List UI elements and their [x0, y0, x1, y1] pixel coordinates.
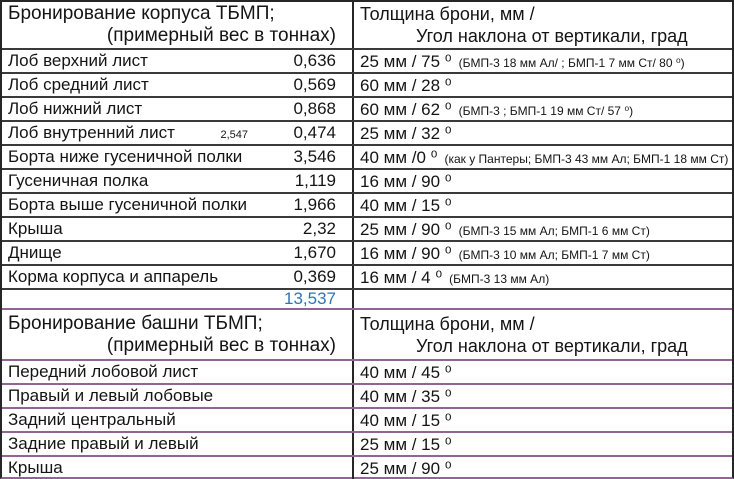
armor-value: 16 мм / 90 ⁰ [360, 172, 452, 191]
armor-value: 40 мм /0 ⁰ [360, 148, 438, 167]
armor-header-line1: Толщина брони, мм / [360, 4, 535, 24]
front-subtotal-weight: 2,547 [220, 129, 248, 141]
part-weight: 0,474 [293, 123, 336, 142]
part-weight: 2,32 [302, 219, 336, 238]
part-weight: 0,636 [293, 51, 336, 70]
part-weight: 1,966 [293, 195, 336, 214]
part-name: Передний лобовой лист [8, 362, 199, 381]
part-name: Задний центральный [8, 410, 176, 429]
part-name: Борта выше гусеничной полки [8, 195, 247, 214]
hull-total-row [2, 288, 732, 308]
armor-note: (БМП-3 15 мм Ал; БМП-1 6 мм Ст) [458, 224, 650, 238]
armor-value: 16 мм / 90 ⁰ [360, 244, 452, 263]
part-name: Крыша [8, 219, 63, 238]
armor-note: (БМП-3 13 мм Ал) [449, 272, 550, 286]
turret-row-roof [2, 455, 732, 479]
hull-header-left-cell [2, 2, 354, 48]
turret-row-rear-sides [2, 431, 732, 455]
hull-header-row [2, 2, 732, 48]
armor-value: 40 мм / 45 ⁰ [360, 363, 452, 382]
part-name: Гусеничная полка [8, 171, 149, 190]
part-weight: 1,119 [294, 171, 336, 190]
armor-value: 60 мм / 62 ⁰ [360, 100, 452, 119]
armor-note: (БМП-3 18 мм Ал/ ; БМП-1 7 мм Ст/ 80 ⁰) [458, 56, 685, 70]
armor-header-line2: Угол наклона от вертикали, град [416, 335, 688, 356]
armor-value: 40 мм / 15 ⁰ [360, 196, 452, 215]
turret-subtitle: (примерный вес в тоннах) [106, 334, 336, 356]
armor-note: (БМП-3 10 мм Ал; БМП-1 7 мм Ст) [458, 248, 650, 262]
part-name: Лоб средний лист [8, 75, 149, 94]
armor-note: (БМП-3 ; БМП-1 19 мм Ст/ 57 ⁰) [458, 104, 634, 118]
armor-value: 25 мм / 15 ⁰ [360, 435, 452, 454]
turret-header-right-cell [354, 310, 732, 359]
turret-row-front-plate [2, 359, 732, 383]
armor-value: 40 мм / 15 ⁰ [360, 411, 452, 430]
hull-total-weight: 13,537 [284, 290, 336, 308]
part-name: Крыша [8, 458, 63, 477]
hull-row-bottom [2, 240, 732, 264]
armor-note: (как у Пантеры; БМП-3 43 мм Ал; БМП-1 18 мм Ст) [444, 152, 729, 166]
hull-row-sides-above-fender [2, 192, 732, 216]
part-name: Борта ниже гусеничной полки [8, 147, 243, 166]
armor-value: 25 мм / 90 ⁰ [360, 459, 452, 478]
armor-value: 25 мм / 90 ⁰ [360, 220, 452, 239]
hull-title: Бронирование корпуса ТБМП; [8, 3, 275, 24]
hull-header-right-cell [354, 2, 732, 48]
turret-title: Бронирование башни ТБМП; [8, 312, 263, 334]
armor-value: 40 мм / 35 ⁰ [360, 387, 452, 406]
part-weight: 0,369 [293, 267, 336, 286]
turret-header-row [2, 308, 732, 359]
hull-row-inner-front [2, 120, 732, 144]
armor-header-line1: Толщина брони, мм / [360, 313, 535, 334]
part-name: Задние правый и левый [8, 434, 199, 453]
armor-value: 25 мм / 75 ⁰ [360, 52, 452, 71]
part-name: Лоб внутренний лист [8, 123, 175, 142]
hull-row-lower-front [2, 96, 732, 120]
part-name: Правый и левый лобовые [8, 386, 214, 405]
armor-value: 25 мм / 32 ⁰ [360, 124, 452, 143]
turret-header-left-cell [2, 310, 354, 359]
part-weight: 0,868 [293, 99, 336, 118]
turret-row-side-front-plates [2, 383, 732, 407]
part-weight: 0,569 [293, 75, 336, 94]
part-weight: 1,670 [293, 243, 336, 262]
part-name: Днище [8, 243, 62, 262]
hull-row-middle-front [2, 72, 732, 96]
armor-value: 16 мм / 4 ⁰ [360, 268, 443, 287]
armor-header-line2: Угол наклона от вертикали, град [416, 26, 688, 46]
hull-row-sides-below-fender [2, 144, 732, 168]
part-name: Лоб верхний лист [8, 51, 148, 70]
part-weight: 3,546 [293, 147, 336, 166]
hull-row-track-fender [2, 168, 732, 192]
hull-row-roof [2, 216, 732, 240]
hull-row-upper-front [2, 48, 732, 72]
part-name: Корма корпуса и аппарель [8, 267, 219, 286]
hull-subtitle: (примерный вес в тоннах) [106, 25, 336, 46]
hull-row-rear-ramp [2, 264, 732, 288]
part-name: Лоб нижний лист [8, 99, 143, 118]
turret-row-rear-center [2, 407, 732, 431]
armor-value: 60 мм / 28 ⁰ [360, 76, 452, 95]
